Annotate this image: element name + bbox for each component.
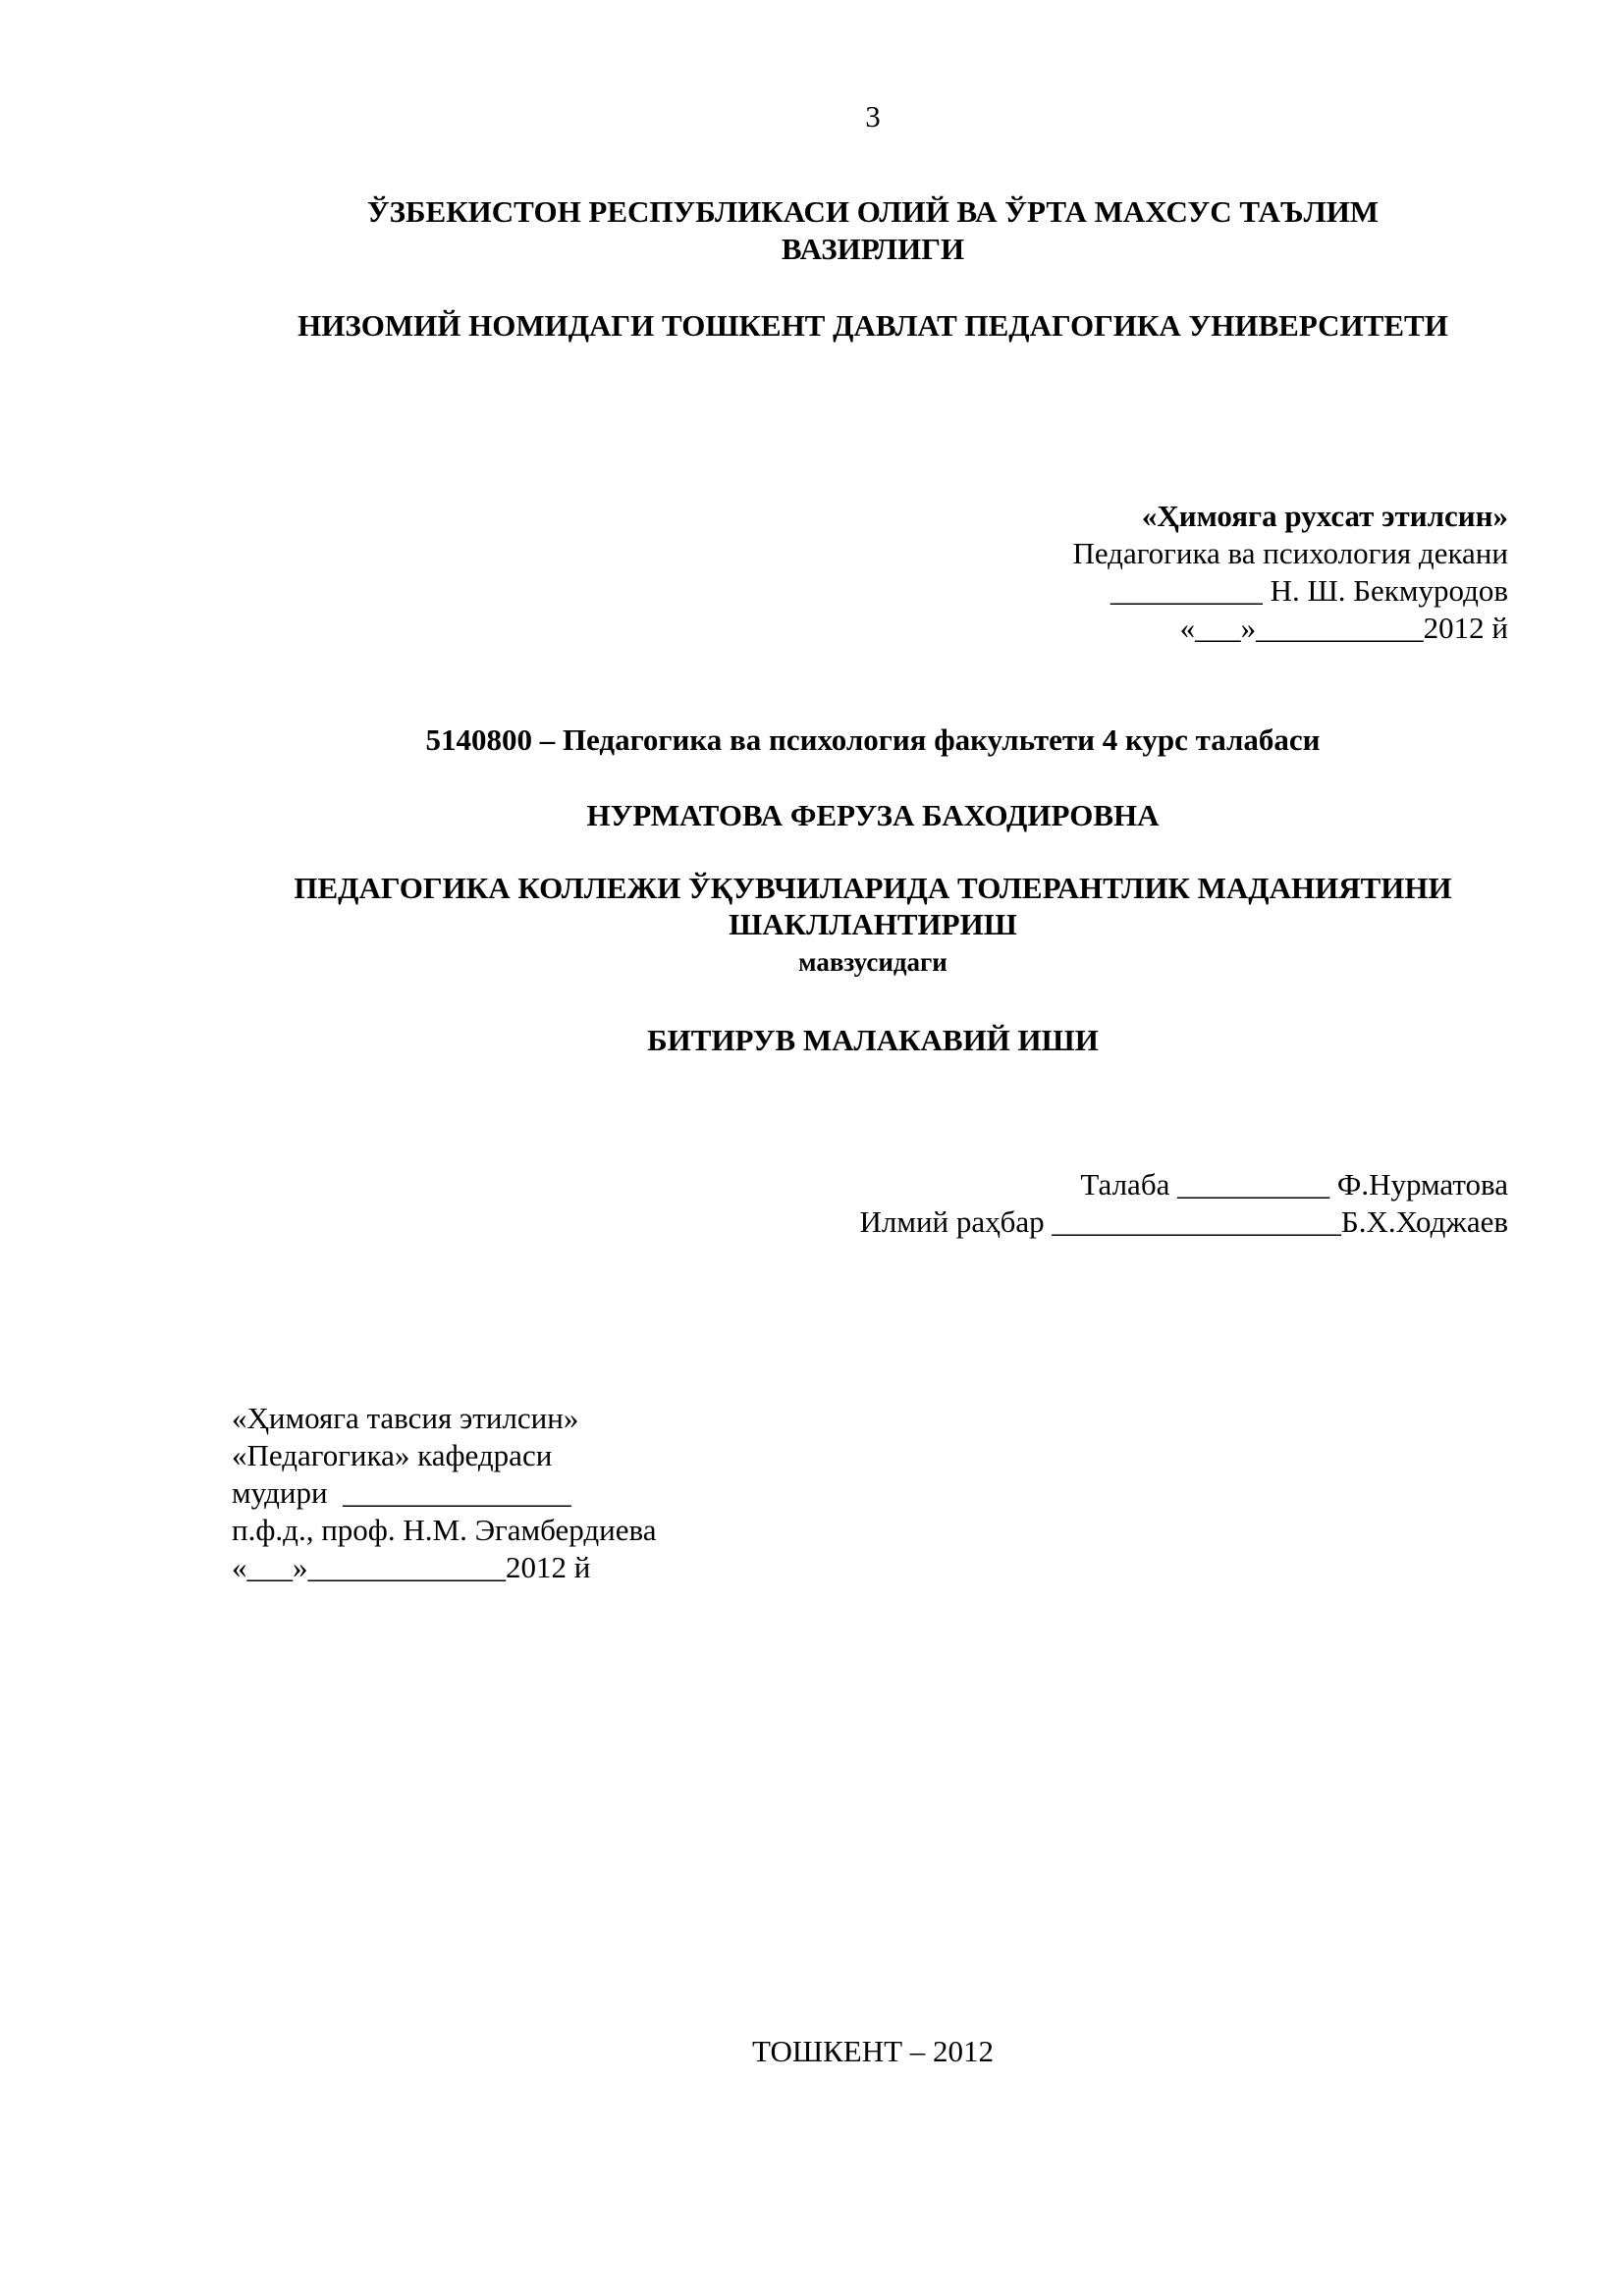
topic-line-1: ПЕДАГОГИКА КОЛЛЕЖИ ЎҚУВЧИЛАРИДА ТОЛЕРАНТЛИК МАДАНИЯТИНИ xyxy=(294,871,1452,905)
approval-signature: __________ Н. Ш. Бекмуродов xyxy=(1110,573,1508,608)
approval-heading: «Ҳимояга рухсат этилсин» xyxy=(1141,499,1508,533)
ministry-line-2: ВАЗИРЛИГИ xyxy=(781,232,965,266)
topic-line-2: ШАКЛЛАНТИРИШ xyxy=(729,907,1017,941)
recommendation-line-3: мудири _______________ xyxy=(232,1475,571,1510)
approval-block xyxy=(1072,498,1508,647)
topic-suffix: мавзусидаги xyxy=(798,947,947,977)
recommendation-line-2: «Педагогика» кафедраси xyxy=(232,1438,553,1472)
signatures-block xyxy=(859,1166,1508,1241)
student-name: НУРМАТОВА ФЕРУЗА БАХОДИРОВНА xyxy=(586,798,1160,832)
student-info: 5140800 – Педагогика ва психология факультети 4 курс талабаси xyxy=(425,722,1321,757)
recommendation-line-1: «Ҳимояга тавсия этилсин» xyxy=(232,1401,579,1435)
supervisor-signature: Илмий раҳбар ___________________Б.Х.Ходжаев xyxy=(859,1204,1508,1239)
recommendation-line-5: «___»_____________2012 й xyxy=(232,1550,591,1584)
student-signature: Талаба __________ Ф.Нурматова xyxy=(1080,1167,1508,1201)
approval-date: «___»___________2012 й xyxy=(1179,611,1508,645)
work-type: БИТИРУВ МАЛАКАВИЙ ИШИ xyxy=(647,1023,1099,1057)
university-name: НИЗОМИЙ НОМИДАГИ ТОШКЕНТ ДАВЛАТ ПЕДАГОГИКА УНИВЕРСИТЕТИ xyxy=(298,308,1448,343)
page-number: 3 xyxy=(865,99,881,133)
approval-position: Педагогика ва психология декани xyxy=(1072,536,1508,570)
recommendation-block xyxy=(232,1400,656,1586)
recommendation-line-4: п.ф.д., проф. Н.М. Эгамбердиева xyxy=(232,1513,657,1547)
ministry-line-1: ЎЗБЕКИСТОН РЕСПУБЛИКАСИ ОЛИЙ ВА ЎРТА МАХСУС ТАЪЛИМ xyxy=(366,194,1380,229)
footer-city-year: ТОШКЕНТ – 2012 xyxy=(751,2034,995,2068)
